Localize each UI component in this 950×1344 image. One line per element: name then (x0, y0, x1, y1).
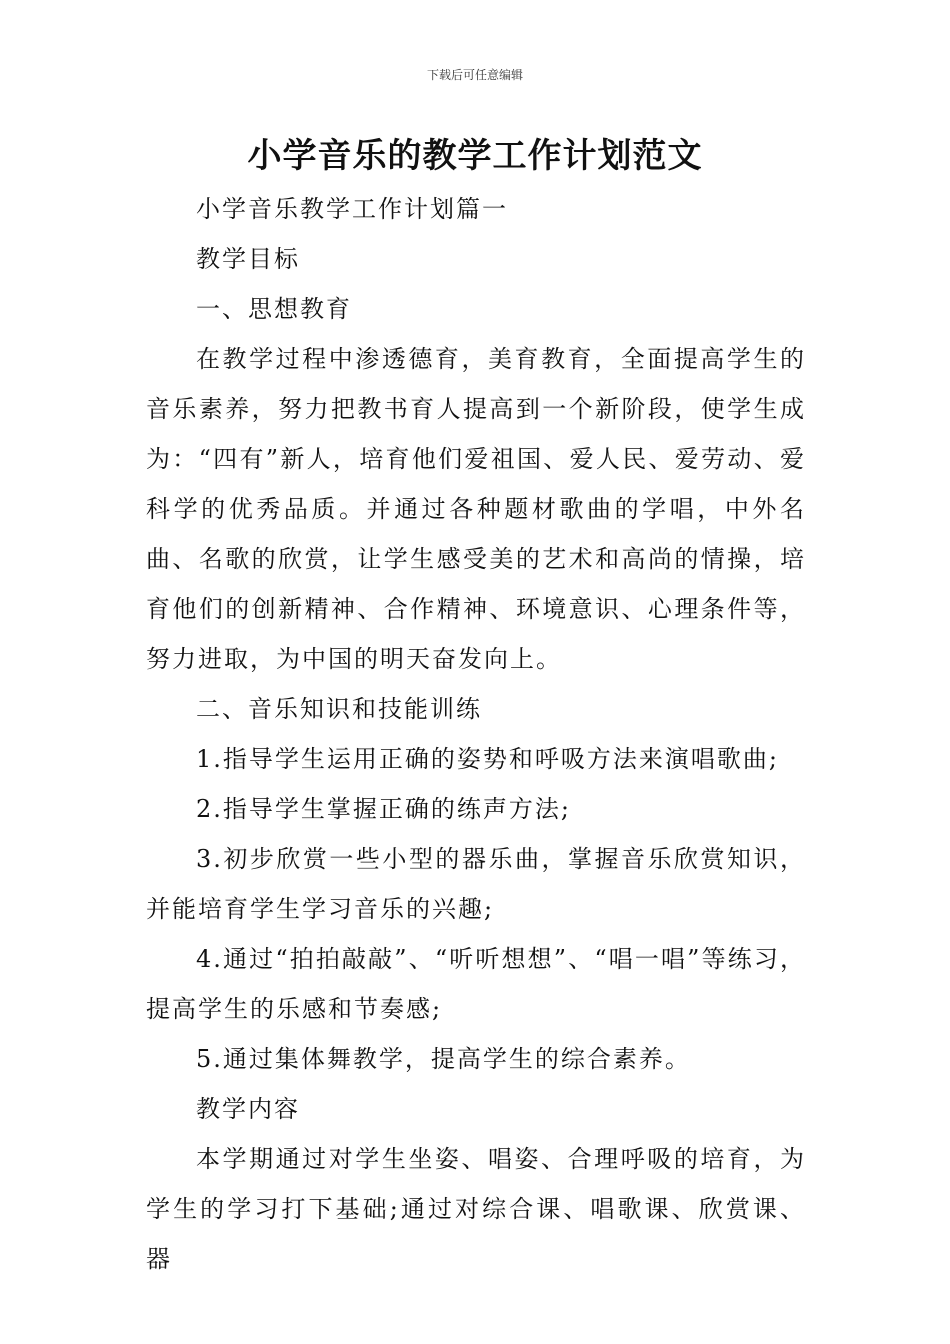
section-heading: 一、思想教育 (196, 295, 352, 323)
page-header-note: 下载后可任意编辑 (426, 68, 523, 82)
list-item: 1.指导学生运用正确的姿势和呼吸方法来演唱歌曲; (196, 745, 779, 773)
list-item: 2.指导学生掌握正确的练声方法; (196, 795, 571, 823)
document-title: 小学音乐的教学工作计划范文 (247, 136, 703, 176)
section-heading: 教学目标 (196, 245, 300, 273)
subtitle-paragraph: 小学音乐教学工作计划篇一 (196, 195, 508, 223)
document-body (146, 184, 806, 1284)
list-item: 3.初步欣赏一些小型的器乐曲，掌握音乐欣赏知识，并能培育学生学习音乐的兴趣; (146, 845, 806, 923)
section-heading: 二、音乐知识和技能训练 (196, 695, 482, 723)
list-item: 4.通过“拍拍敲敲”、“听听想想”、“唱一唱”等练习，提高学生的乐感和节奏感; (146, 945, 806, 1023)
body-paragraph: 本学期通过对学生坐姿、唱姿、合理呼吸的培育，为学生的学习打下基础;通过对综合课、唱歌课、欣赏课、器 (146, 1145, 806, 1273)
list-item: 5.通过集体舞教学，提高学生的综合素养。 (196, 1045, 691, 1073)
section-heading: 教学内容 (196, 1095, 300, 1123)
body-paragraph: 在教学过程中渗透德育，美育教育，全面提高学生的音乐素养，努力把教书育人提高到一个新阶段，使学生成为：“四有”新人，培育他们爱祖国、爱人民、爱劳动、爱科学的优秀品质。并通过各种题材歌曲的学唱，中外名曲、名歌的欣赏，让学生感受美的艺术和高尚的情操，培育他们的创新精神、合作精神、环境意识、心理条件等，努力进取，为中国的明天奋发向上。 (146, 345, 806, 673)
